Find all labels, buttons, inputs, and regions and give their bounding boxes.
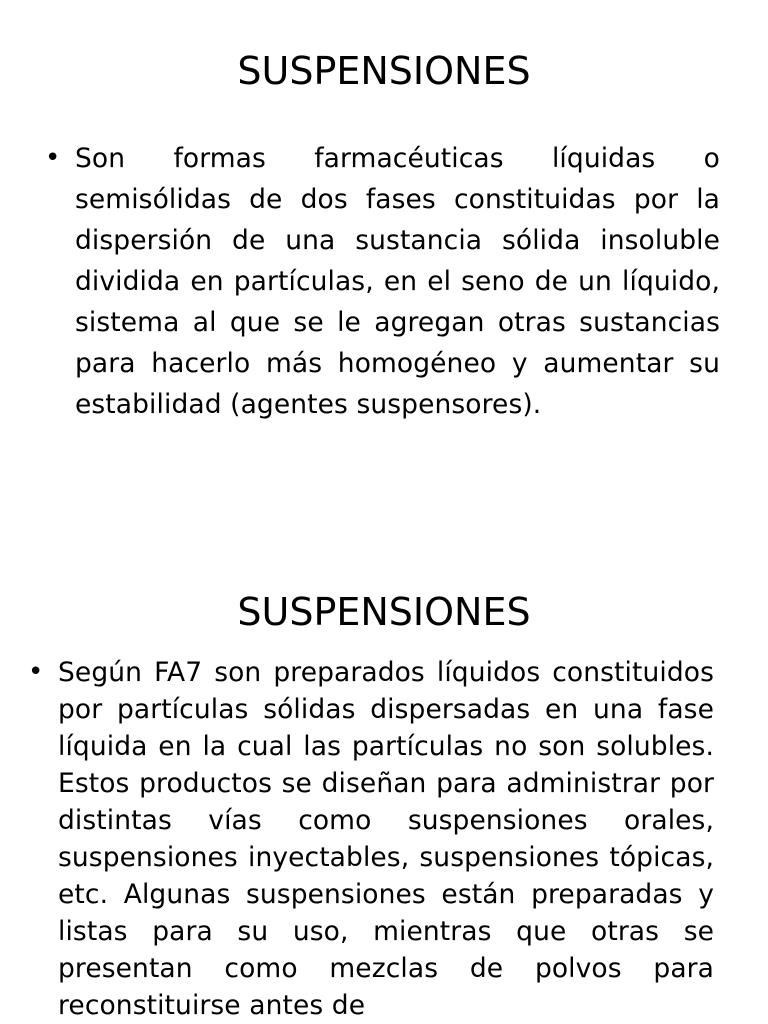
bullet-text: Son formas farmacéuticas líquidas o semisólidas de dos fases constituidas por la dispersión de una sustancia sólida insoluble dividida en partículas, en el seno de un líquido, sistema al que se le agregan otras sustancias para hacerlo más homogéneo y aumentar su estabilidad (agentes suspensores). [75,143,720,420]
bullet-marker: • [45,143,61,173]
bullet-text: Según FA7 son preparados líquidos constituidos por partículas sólidas dispersadas en una fase líquida en la cual las partículas no son solubles. Estos productos se diseñan para administrar por distintas vías como suspensiones orales, suspensiones inyectables, suspensiones tópicas, etc. Algunas suspensiones están preparadas y listas para su uso, mientras que otras se presentan como mezclas de polvos para reconstituirse antes de [58,657,714,1021]
bullet-item [45,138,722,425]
slide-title: SUSPENSIONES [237,49,531,93]
bullet-marker: • [28,657,44,687]
slide-2 [0,520,768,1024]
slide-title: SUSPENSIONES [237,590,531,634]
bullet-item [28,654,716,1024]
